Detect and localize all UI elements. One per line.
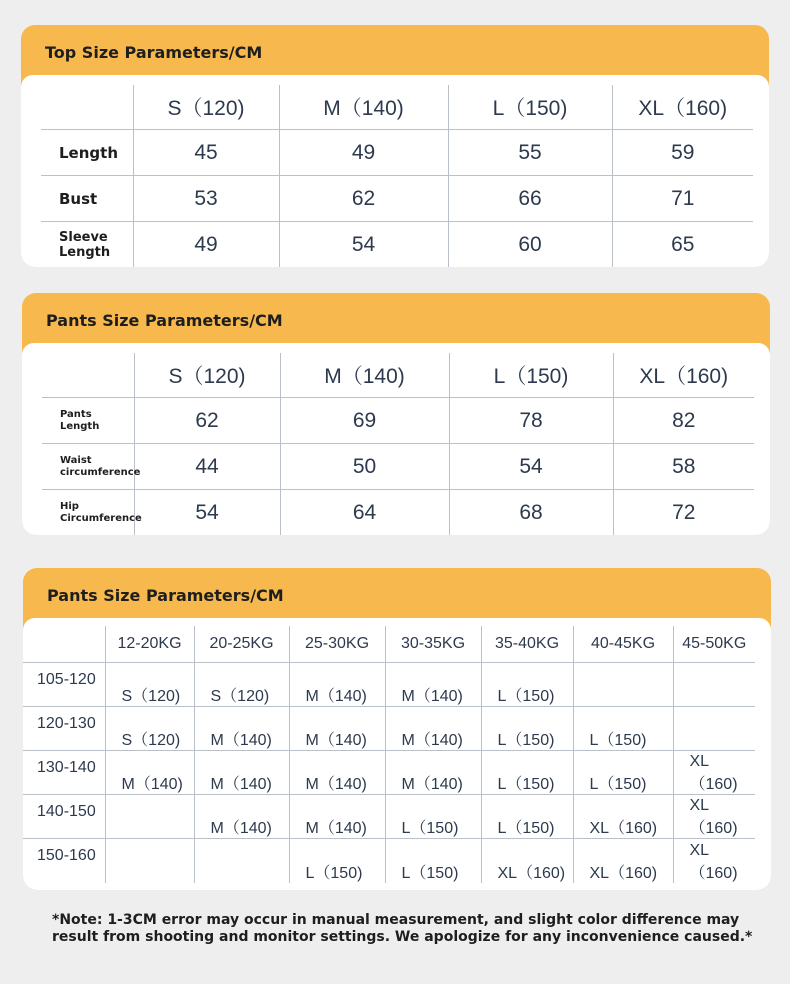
table-row: [42, 490, 754, 536]
header-cell: [42, 353, 134, 398]
table-cell: 59: [612, 130, 753, 176]
recommend-body: [23, 618, 771, 890]
table-cell: L（150): [573, 751, 673, 795]
table-cell: XL（160): [481, 839, 573, 883]
row-label: Hip Circumference: [42, 490, 134, 536]
header-cell: S（120): [134, 353, 280, 398]
header-cell: 30-35KG: [385, 626, 481, 663]
table-row: [41, 130, 753, 176]
table-cell: M（140): [194, 707, 289, 751]
table-cell: [673, 663, 755, 707]
table-cell: 49: [133, 222, 279, 268]
table-cell: S（120): [105, 663, 194, 707]
row-label: 120-130: [23, 707, 105, 751]
table-cell: S（120): [105, 707, 194, 751]
header-cell: XL（160): [613, 353, 754, 398]
table-cell: 62: [279, 176, 448, 222]
top-header-row: [41, 85, 753, 130]
table-cell: 69: [280, 398, 449, 444]
table-cell: [105, 795, 194, 839]
recommend-table: [23, 626, 755, 883]
row-label: Waist circumference: [42, 444, 134, 490]
table-cell: 62: [134, 398, 280, 444]
row-label: 105-120: [23, 663, 105, 707]
top-size-card: [21, 25, 769, 267]
table-cell: [573, 663, 673, 707]
row-label: 140-150: [23, 795, 105, 839]
table-row: [42, 444, 754, 490]
table-row: [23, 707, 755, 751]
top-size-body: [21, 75, 769, 267]
table-cell: M（140): [194, 751, 289, 795]
recommend-title: Pants Size Parameters/CM: [47, 586, 284, 605]
disclaimer-note: *Note: 1-3CM error may occur in manual measurement, and slight color difference may result from shooting and monitor settings. We apologize for any inconvenience caused.*: [52, 912, 753, 945]
top-size-table: [41, 85, 753, 267]
table-cell: 72: [613, 490, 754, 536]
table-row: [23, 839, 755, 883]
table-cell: M（140): [289, 663, 385, 707]
table-cell: M（140): [385, 663, 481, 707]
table-row: [23, 663, 755, 707]
table-cell: L（150): [481, 707, 573, 751]
row-label: 130-140: [23, 751, 105, 795]
table-cell: L（150): [481, 751, 573, 795]
table-cell: L（150): [573, 707, 673, 751]
header-cell: S（120): [133, 85, 279, 130]
header-cell: [41, 85, 133, 130]
table-cell: 65: [612, 222, 753, 268]
row-label: Sleeve Length: [41, 222, 133, 268]
table-cell: L（150): [385, 839, 481, 883]
row-label: 150-160: [23, 839, 105, 883]
header-cell: 45-50KG: [673, 626, 755, 663]
pants-size-card: [22, 293, 770, 535]
table-cell: 66: [448, 176, 612, 222]
table-cell: M（140): [194, 795, 289, 839]
header-cell: L（150): [448, 85, 612, 130]
table-row: [41, 222, 753, 268]
table-cell: L（150): [289, 839, 385, 883]
table-cell: M（140): [105, 751, 194, 795]
table-cell: 53: [133, 176, 279, 222]
table-row: [23, 751, 755, 795]
table-cell: 68: [449, 490, 613, 536]
table-cell: 45: [133, 130, 279, 176]
table-cell: 71: [612, 176, 753, 222]
table-cell: [105, 839, 194, 883]
header-cell: M（140): [279, 85, 448, 130]
table-cell: M（140): [289, 795, 385, 839]
table-cell: 82: [613, 398, 754, 444]
table-cell: XL（160): [573, 795, 673, 839]
table-cell: S（120): [194, 663, 289, 707]
pants-size-title: Pants Size Parameters/CM: [46, 311, 283, 330]
header-cell: M（140): [280, 353, 449, 398]
table-cell: L（150): [481, 795, 573, 839]
table-cell: M（140): [385, 707, 481, 751]
top-size-title: Top Size Parameters/CM: [45, 43, 263, 62]
table-cell: XL（160): [573, 839, 673, 883]
pants-header-row: [42, 353, 754, 398]
recommend-card: [23, 568, 771, 890]
table-cell: 54: [449, 444, 613, 490]
pants-size-body: [22, 343, 770, 535]
table-cell: XL（160): [673, 751, 755, 795]
recommend-header-row: [23, 626, 755, 663]
table-cell: L（150): [481, 663, 573, 707]
header-cell: [23, 626, 105, 663]
table-cell: M（140): [289, 707, 385, 751]
table-cell: 54: [134, 490, 280, 536]
table-cell: 64: [280, 490, 449, 536]
header-cell: L（150): [449, 353, 613, 398]
table-cell: 60: [448, 222, 612, 268]
table-cell: XL（160): [673, 795, 755, 839]
table-cell: [194, 839, 289, 883]
table-cell: 55: [448, 130, 612, 176]
table-cell: 58: [613, 444, 754, 490]
table-row: [23, 795, 755, 839]
table-row: [41, 176, 753, 222]
row-label: Bust: [41, 176, 133, 222]
header-cell: 40-45KG: [573, 626, 673, 663]
table-cell: 78: [449, 398, 613, 444]
table-cell: 54: [279, 222, 448, 268]
header-cell: 35-40KG: [481, 626, 573, 663]
header-cell: 12-20KG: [105, 626, 194, 663]
table-cell: 49: [279, 130, 448, 176]
table-cell: XL（160): [673, 839, 755, 883]
pants-size-table: [42, 353, 754, 535]
header-cell: XL（160): [612, 85, 753, 130]
table-cell: M（140): [289, 751, 385, 795]
table-row: [42, 398, 754, 444]
table-cell: L（150): [385, 795, 481, 839]
table-cell: 50: [280, 444, 449, 490]
table-cell: M（140): [385, 751, 481, 795]
header-cell: 20-25KG: [194, 626, 289, 663]
row-label: Pants Length: [42, 398, 134, 444]
table-cell: [673, 707, 755, 751]
header-cell: 25-30KG: [289, 626, 385, 663]
table-cell: 44: [134, 444, 280, 490]
row-label: Length: [41, 130, 133, 176]
